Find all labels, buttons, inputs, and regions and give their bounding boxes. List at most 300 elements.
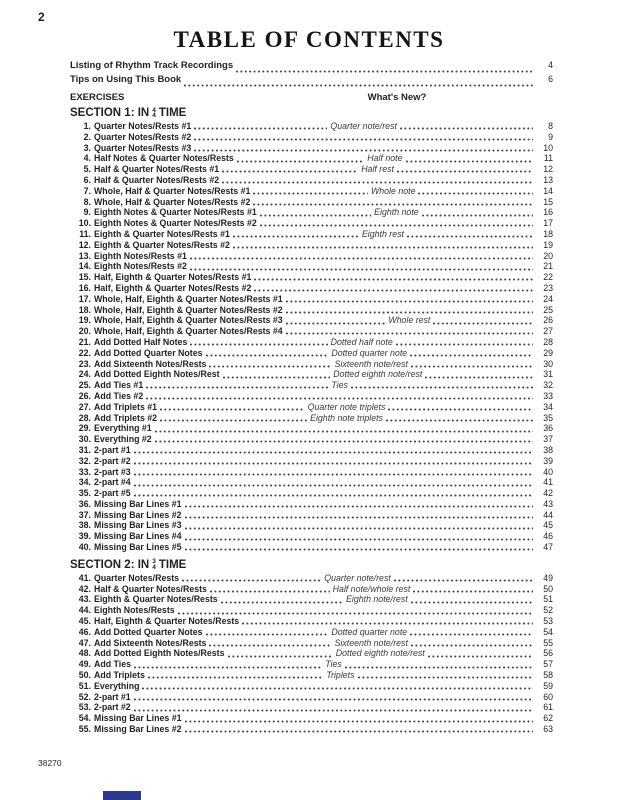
entry-title: Half & Quarter Notes/Rests #2 (94, 174, 220, 185)
entry-number: 23. (78, 358, 91, 369)
entry-title: Eighth & Quarter Notes/Rests #2 (94, 239, 230, 250)
leader-dots (160, 408, 305, 411)
toc-content (70, 60, 553, 735)
entry-page: 24 (543, 293, 553, 304)
leader-dots (209, 365, 331, 368)
toc-entry (70, 315, 553, 326)
leader-dots (185, 505, 533, 508)
entry-title: Whole, Half, Eighth & Quarter Notes/Rests #2 (94, 304, 283, 315)
toc-entry (70, 153, 553, 164)
leader-dots (254, 278, 533, 281)
toc-entry (70, 143, 553, 154)
entry-number: 20. (78, 326, 91, 337)
entry-page: 31 (543, 369, 553, 380)
entry-title: Everything #2 (94, 434, 152, 445)
entry-number: 39. (78, 531, 91, 542)
leader-dots (253, 192, 368, 195)
time-signature (152, 108, 156, 119)
entry-title: Add Ties (94, 659, 131, 670)
leader-dots (418, 192, 533, 195)
entry-title: Eighth & Quarter Notes/Rests (94, 594, 218, 605)
leader-dots (286, 300, 533, 303)
leader-dots (134, 494, 533, 497)
entry-page: 25 (543, 304, 553, 315)
entry-number: 27. (78, 401, 91, 412)
toc-entry (70, 692, 553, 703)
leader-dots (148, 676, 323, 679)
entry-page: 39 (543, 455, 553, 466)
leader-dots (228, 655, 333, 658)
toc-entry (70, 648, 553, 659)
leader-dots (411, 601, 533, 604)
toc-entry (70, 702, 553, 713)
entry-title: 2-part #1 (94, 444, 131, 455)
entry-page: 23 (543, 282, 553, 293)
entry-title: Whole, Half & Quarter Notes/Rests #1 (94, 185, 251, 196)
entry-page: 18 (543, 228, 553, 239)
toc-entry (70, 348, 553, 359)
leader-dots (190, 268, 533, 271)
entry-page: 60 (543, 691, 553, 702)
entry-number: 28. (78, 412, 91, 423)
entry-title: Quarter Notes/Rests #2 (94, 131, 192, 142)
entry-number: 51. (78, 680, 91, 691)
entry-whats-new: Sixteenth note/rest (334, 637, 408, 648)
entry-number: 25. (78, 380, 91, 391)
entry-number: 50. (78, 670, 91, 681)
entry-page: 35 (543, 412, 553, 423)
entry-title: Half, Eighth & Quarter Notes/Rests (94, 616, 240, 627)
toc-entry (70, 283, 553, 294)
entry-title: Whole, Half, Eighth & Quarter Notes/Rests #1 (94, 293, 283, 304)
leader-dots (253, 203, 533, 206)
leader-dots (134, 451, 533, 454)
entry-page: 46 (543, 531, 553, 542)
entry-page: 42 (543, 488, 553, 499)
leader-dots (233, 235, 359, 238)
toc-entry (70, 121, 553, 132)
entry-title: Eighth Notes/Rests #1 (94, 250, 187, 261)
toc-entry (70, 380, 553, 391)
toc-entry (70, 229, 553, 240)
entry-number: 43. (78, 594, 91, 605)
time-signature-bottom: 4 (152, 112, 156, 119)
entry-page: 29 (543, 347, 554, 358)
front-matter-row (70, 60, 553, 74)
entry-title: Add Ties #1 (94, 380, 144, 391)
toc-entry (70, 531, 553, 542)
toc-entry (70, 337, 553, 348)
entry-whats-new: Eighth rest (361, 228, 404, 239)
entry-number: 5. (83, 164, 91, 175)
entry-title: Quarter Notes/Rests (94, 572, 180, 583)
leader-dots (185, 730, 533, 733)
leader-dots (134, 462, 533, 465)
entry-whats-new: Dotted eighth note/rest (335, 648, 425, 659)
entry-page: 30 (543, 358, 554, 369)
leader-dots (194, 127, 327, 130)
entry-number: 44. (78, 605, 91, 616)
entry-page: 28 (543, 336, 553, 347)
leader-dots (410, 633, 533, 636)
entry-title: Everything #1 (94, 423, 152, 434)
leader-dots (410, 354, 533, 357)
entry-page: 10 (543, 142, 553, 153)
entry-title: Add Dotted Eighth Notes/Rests (94, 648, 225, 659)
page-title: TABLE OF CONTENTS (173, 27, 445, 52)
entry-page: 51 (543, 594, 554, 605)
entry-title: Missing Bar Lines #4 (94, 531, 182, 542)
toc-entry (70, 359, 553, 370)
entry-page: 22 (543, 272, 553, 283)
entry-title: 2-part #2 (94, 455, 131, 466)
entry-number: 38. (78, 520, 91, 531)
entry-whats-new: Half rest (361, 164, 394, 175)
front-matter-label: Listing of Rhythm Track Recordings (70, 60, 234, 71)
leader-dots (425, 376, 533, 379)
toc-entry (70, 713, 553, 724)
entry-number: 40. (78, 542, 91, 553)
entry-title: Everything (94, 680, 140, 691)
toc-entry (70, 272, 553, 283)
leader-dots (397, 170, 533, 173)
entry-whats-new: Quarter note/rest (324, 572, 391, 583)
entry-page: 61 (543, 702, 553, 713)
toc-entry (70, 510, 553, 521)
leader-dots (155, 440, 533, 443)
front-matter-row (70, 74, 553, 88)
entry-page: 11 (543, 153, 553, 164)
leader-dots (185, 548, 533, 551)
entry-page: 41 (543, 477, 553, 488)
entry-number: 3. (83, 142, 91, 153)
entry-number: 37. (78, 509, 91, 520)
entry-title: Eighth & Quarter Notes/Rests #1 (94, 228, 230, 239)
entry-number: 32. (78, 455, 91, 466)
entry-number: 55. (78, 724, 91, 735)
leader-dots (190, 257, 533, 260)
toc-entry (70, 542, 553, 553)
leader-dots (351, 386, 533, 389)
entry-number: 12. (78, 239, 91, 250)
entry-whats-new: Quarter note/rest (330, 121, 397, 131)
entry-number: 16. (78, 282, 91, 293)
time-signature (152, 559, 156, 570)
leader-dots (206, 354, 329, 357)
entry-page: 47 (543, 542, 553, 553)
time-signature-top: 3 (152, 558, 156, 566)
leader-dots (413, 590, 533, 593)
entry-page: 58 (543, 670, 553, 681)
entry-title: Missing Bar Lines #1 (94, 713, 182, 724)
entry-page: 20 (543, 250, 553, 261)
leader-dots (433, 322, 533, 325)
leader-dots (260, 224, 533, 227)
entry-page: 57 (543, 659, 554, 670)
entry-number: 1. (83, 121, 91, 131)
entry-page: 34 (543, 401, 553, 412)
section-heading-prefix: SECTION 2: IN (70, 558, 150, 571)
front-matter-page: 4 (548, 60, 553, 70)
entry-whats-new: Dotted half note (330, 336, 393, 347)
leader-dots (411, 365, 533, 368)
entry-whats-new: Half note/whole rest (332, 583, 411, 594)
toc-entry (70, 305, 553, 316)
toc-entry (70, 369, 553, 380)
toc-entry (70, 627, 553, 638)
entry-page: 32 (543, 380, 554, 391)
entry-page: 63 (543, 724, 553, 735)
entry-title: Half & Quarter Notes/Rests (94, 583, 207, 594)
entry-title: Whole, Half, Eighth & Quarter Notes/Rests #4 (94, 326, 283, 337)
entry-page: 21 (543, 261, 553, 272)
leader-dots (194, 149, 533, 152)
column-headers (70, 92, 553, 105)
entry-title: 2-part #2 (94, 702, 131, 713)
entry-title: Eighth Notes/Rests #2 (94, 261, 187, 272)
entry-number: 53. (78, 702, 91, 713)
toc-section (70, 105, 553, 553)
entry-page: 14 (543, 185, 553, 196)
entry-number: 6. (83, 174, 91, 185)
catalog-number: 38270 (38, 758, 62, 768)
toc-entry (70, 186, 553, 197)
sections-root (70, 105, 553, 735)
entry-number: 54. (78, 713, 91, 724)
entry-title: Half & Quarter Notes/Rests #1 (94, 164, 220, 175)
leader-dots (210, 590, 330, 593)
entry-whats-new: Dotted eighth note/rest (333, 369, 423, 380)
entry-title: Quarter Notes/Rests #1 (94, 121, 192, 131)
entry-number: 48. (78, 648, 91, 659)
leader-dots (223, 376, 331, 379)
leader-dots (358, 676, 533, 679)
leader-dots (146, 397, 533, 400)
entry-number: 14. (78, 261, 91, 272)
toc-entry (70, 477, 553, 488)
time-signature-top: 4 (152, 106, 156, 114)
toc-entry (70, 391, 553, 402)
entry-title: Add Triplets #1 (94, 401, 158, 412)
leader-dots (185, 720, 533, 723)
entry-whats-new: Dotted quarter note (331, 626, 408, 637)
front-matter-label: Tips on Using This Book (70, 74, 182, 85)
leader-dots (406, 160, 533, 163)
entry-number: 24. (78, 369, 91, 380)
leader-dots (134, 709, 533, 712)
entry-page: 8 (548, 121, 554, 131)
entry-page: 15 (543, 196, 553, 207)
entry-title: Eighth Notes/Rests (94, 605, 175, 616)
leader-dots (206, 633, 329, 636)
leader-dots (134, 666, 322, 669)
entry-title: 2-part #5 (94, 488, 131, 499)
entry-number: 2. (83, 131, 91, 142)
entry-title: Whole, Half & Quarter Notes/Rests #2 (94, 196, 251, 207)
toc-entry (70, 218, 553, 229)
leader-dots (345, 666, 533, 669)
entry-whats-new: Whole note (370, 185, 416, 196)
entry-page: 54 (543, 626, 554, 637)
entry-number: 46. (78, 626, 91, 637)
leader-dots (155, 430, 533, 433)
toc-entry (70, 261, 553, 272)
entry-title: Add Dotted Half Notes (94, 336, 188, 347)
entry-page: 49 (543, 572, 554, 583)
entry-whats-new: Eighth note/rest (346, 594, 408, 605)
entry-title: 2-part #4 (94, 477, 131, 488)
entry-title: Half, Eighth & Quarter Notes/Rests #1 (94, 272, 252, 283)
entry-title: Whole, Half, Eighth & Quarter Notes/Rests #3 (94, 315, 283, 326)
entry-page: 12 (543, 164, 554, 175)
leader-dots (146, 386, 328, 389)
entry-number: 33. (78, 466, 91, 477)
entry-number: 30. (78, 434, 91, 445)
entry-title: 2-part #3 (94, 466, 131, 477)
entry-number: 35. (78, 488, 91, 499)
leader-dots (422, 214, 533, 217)
leader-dots (286, 322, 386, 325)
leader-dots (400, 127, 533, 130)
toc-entry (70, 207, 553, 218)
entry-page: 62 (543, 713, 553, 724)
entry-number: 18. (78, 304, 91, 315)
entry-number: 22. (78, 347, 91, 358)
toc-entry (70, 402, 553, 413)
section-entries (70, 121, 553, 553)
leader-dots (286, 311, 533, 314)
leader-dots (222, 170, 358, 173)
leader-dots (388, 408, 533, 411)
leader-dots (386, 419, 533, 422)
entry-whats-new: Eighth note triplets (310, 412, 383, 423)
toc-entry (70, 605, 553, 616)
entry-page: 38 (543, 444, 553, 455)
toc-entry (70, 681, 553, 692)
entry-page: 52 (543, 605, 553, 616)
toc-entry (70, 594, 553, 605)
toc-entry (70, 659, 553, 670)
entry-page: 13 (543, 174, 553, 185)
section-heading (70, 105, 553, 121)
entry-page: 26 (543, 315, 554, 326)
leader-dots (182, 579, 321, 582)
entry-title: Add Dotted Quarter Notes (94, 626, 203, 637)
entry-number: 45. (78, 616, 91, 627)
leader-dots (134, 473, 533, 476)
leader-dots (242, 622, 533, 625)
entry-title: Add Triplets #2 (94, 412, 158, 423)
leader-dots (428, 655, 533, 658)
entry-page: 9 (548, 131, 553, 142)
entry-title: Missing Bar Lines #2 (94, 509, 182, 520)
entry-page: 59 (543, 680, 553, 691)
entry-number: 9. (83, 207, 91, 218)
entry-number: 19. (78, 315, 91, 326)
leader-dots (237, 160, 364, 163)
entry-page: 43 (543, 498, 553, 509)
front-matter-page: 6 (548, 74, 553, 84)
entry-number: 52. (78, 691, 91, 702)
section-entries (70, 573, 553, 735)
entry-page: 19 (543, 239, 553, 250)
entry-page: 37 (543, 434, 553, 445)
entry-whats-new: Sixteenth note/rest (334, 358, 408, 369)
toc-entry (70, 488, 553, 499)
section-heading-suffix: TIME (158, 558, 187, 571)
entry-number: 13. (78, 250, 91, 261)
toc-entry (70, 251, 553, 262)
entry-whats-new: Whole rest (388, 315, 431, 326)
entry-number: 10. (78, 218, 91, 229)
leader-dots (190, 343, 327, 346)
entry-number: 11. (79, 228, 91, 239)
toc-entry (70, 413, 553, 424)
leader-dots (134, 484, 533, 487)
entry-whats-new: Ties (331, 380, 348, 391)
leader-dots (286, 332, 533, 335)
leader-dots (178, 612, 533, 615)
toc-entry (70, 467, 553, 478)
page-number: 2 (38, 10, 45, 24)
entry-title: Eighth Notes & Quarter Notes/Rests #2 (94, 218, 257, 229)
time-signature-bottom: 4 (152, 563, 156, 571)
entry-title: Missing Bar Lines #1 (94, 498, 182, 509)
entry-title: Add Sixteenth Notes/Rests (94, 637, 207, 648)
leader-dots (222, 181, 533, 184)
leader-dots (254, 289, 533, 292)
toc-entry (70, 434, 553, 445)
entry-page: 56 (543, 648, 554, 659)
section-heading (70, 557, 553, 573)
leader-dots (394, 579, 533, 582)
entry-title: Missing Bar Lines #2 (94, 724, 182, 735)
toc-entry (70, 456, 553, 467)
leader-dots (185, 538, 533, 541)
entry-number: 8. (83, 196, 91, 207)
toc-entry (70, 326, 553, 337)
toc-entry (70, 132, 553, 143)
leader-dots (142, 687, 533, 690)
leader-dots (184, 84, 533, 87)
entry-title: Add Triplets (94, 670, 145, 681)
leader-dots (134, 698, 533, 701)
leader-dots (233, 246, 533, 249)
page-edge-tab (103, 791, 141, 800)
entry-title: Add Dotted Eighth Notes/Rest (94, 369, 220, 380)
toc-entry (70, 164, 553, 175)
toc-entry (70, 616, 553, 627)
toc-entry (70, 670, 553, 681)
entry-number: 17. (78, 293, 91, 304)
entry-whats-new: Triplets (326, 670, 355, 681)
entry-page: 16 (543, 207, 554, 218)
entry-page: 33 (543, 390, 553, 401)
toc-entry (70, 499, 553, 510)
entry-number: 31. (78, 444, 91, 455)
toc-section (70, 557, 553, 735)
entry-number: 36. (78, 498, 91, 509)
toc-entry (70, 520, 553, 531)
entry-number: 26. (78, 390, 91, 401)
leader-dots (236, 70, 533, 73)
entry-page: 50 (543, 583, 553, 594)
entry-title: Quarter Notes/Rests #3 (94, 142, 192, 153)
entry-page: 53 (543, 616, 553, 627)
leader-dots (209, 644, 331, 647)
entry-number: 21. (78, 336, 91, 347)
entry-page: 40 (543, 466, 553, 477)
